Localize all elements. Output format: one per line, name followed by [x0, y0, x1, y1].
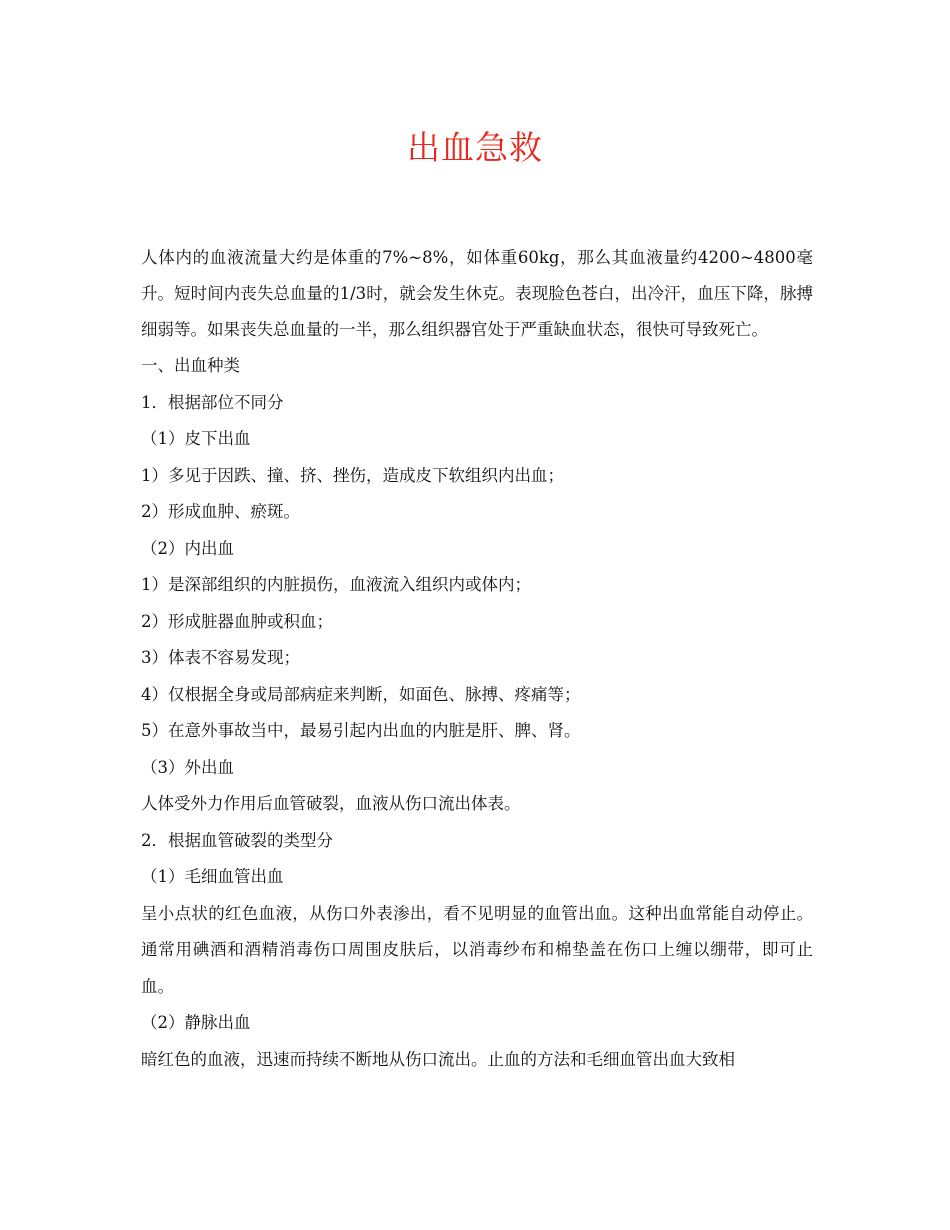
subsection-heading: 1．根据部位不同分	[141, 392, 284, 412]
list-item: 1）多见于因跌、撞、挤、挫伤，造成皮下软组织内出血；	[141, 465, 564, 485]
body-paragraph: 暗红色的血液，迅速而持续不断地从伤口流出。止血的方法和毛细血管出血大致相	[141, 1049, 735, 1069]
list-item: 4）仅根据全身或局部病症来判断，如面色、脉搏、疼痛等；	[141, 684, 581, 704]
list-item: 3）体表不容易发现；	[141, 648, 300, 667]
list-item: 2）形成血肿、瘀斑。	[141, 502, 300, 521]
item-heading: （2）静脉出血	[141, 1013, 251, 1032]
list-item: 2）形成脏器血肿或积血；	[141, 611, 333, 631]
item-heading: （2）内出血	[141, 538, 234, 558]
subsection-heading: 2．根据血管破裂的类型分	[141, 830, 333, 850]
document-body	[141, 240, 813, 1078]
body-paragraph: 人体受外力作用后血管破裂，血液从伤口流出体表。	[141, 794, 521, 813]
document-title: 出血急救	[407, 128, 543, 167]
item-heading: （1）毛细血管出血	[141, 867, 284, 886]
body-paragraph: 呈小点状的红色血液，从伤口外表渗出，看不见明显的血管出血。这种出血常能自动停止。通常用碘酒和酒精消毒伤口周围皮肤后，以消毒纱布和棉垫盖在伤口上缠以绷带，即可止血。	[141, 903, 813, 996]
intro-paragraph: 人体内的血液流量大约是体重的7%~8%，如体重60kg，那么其血液量约4200~4800毫升。短时间内丧失总血量的1/3时，就会发生休克。表现脸色苍白，出冷汗，血压下降，脉搏细弱等。如果丧失总血量的一半，那么组织器官处于严重缺血状态，很快可导致死亡。	[141, 248, 813, 339]
item-heading: （3）外出血	[141, 757, 234, 777]
list-item: 5）在意外事故当中，最易引起内出血的内脏是肝、脾、肾。	[141, 721, 581, 740]
section-heading: 一、出血种类	[141, 356, 240, 375]
list-item: 1）是深部组织的内脏损伤，血液流入组织内或体内；	[141, 575, 531, 594]
item-heading: （1）皮下出血	[141, 429, 251, 448]
